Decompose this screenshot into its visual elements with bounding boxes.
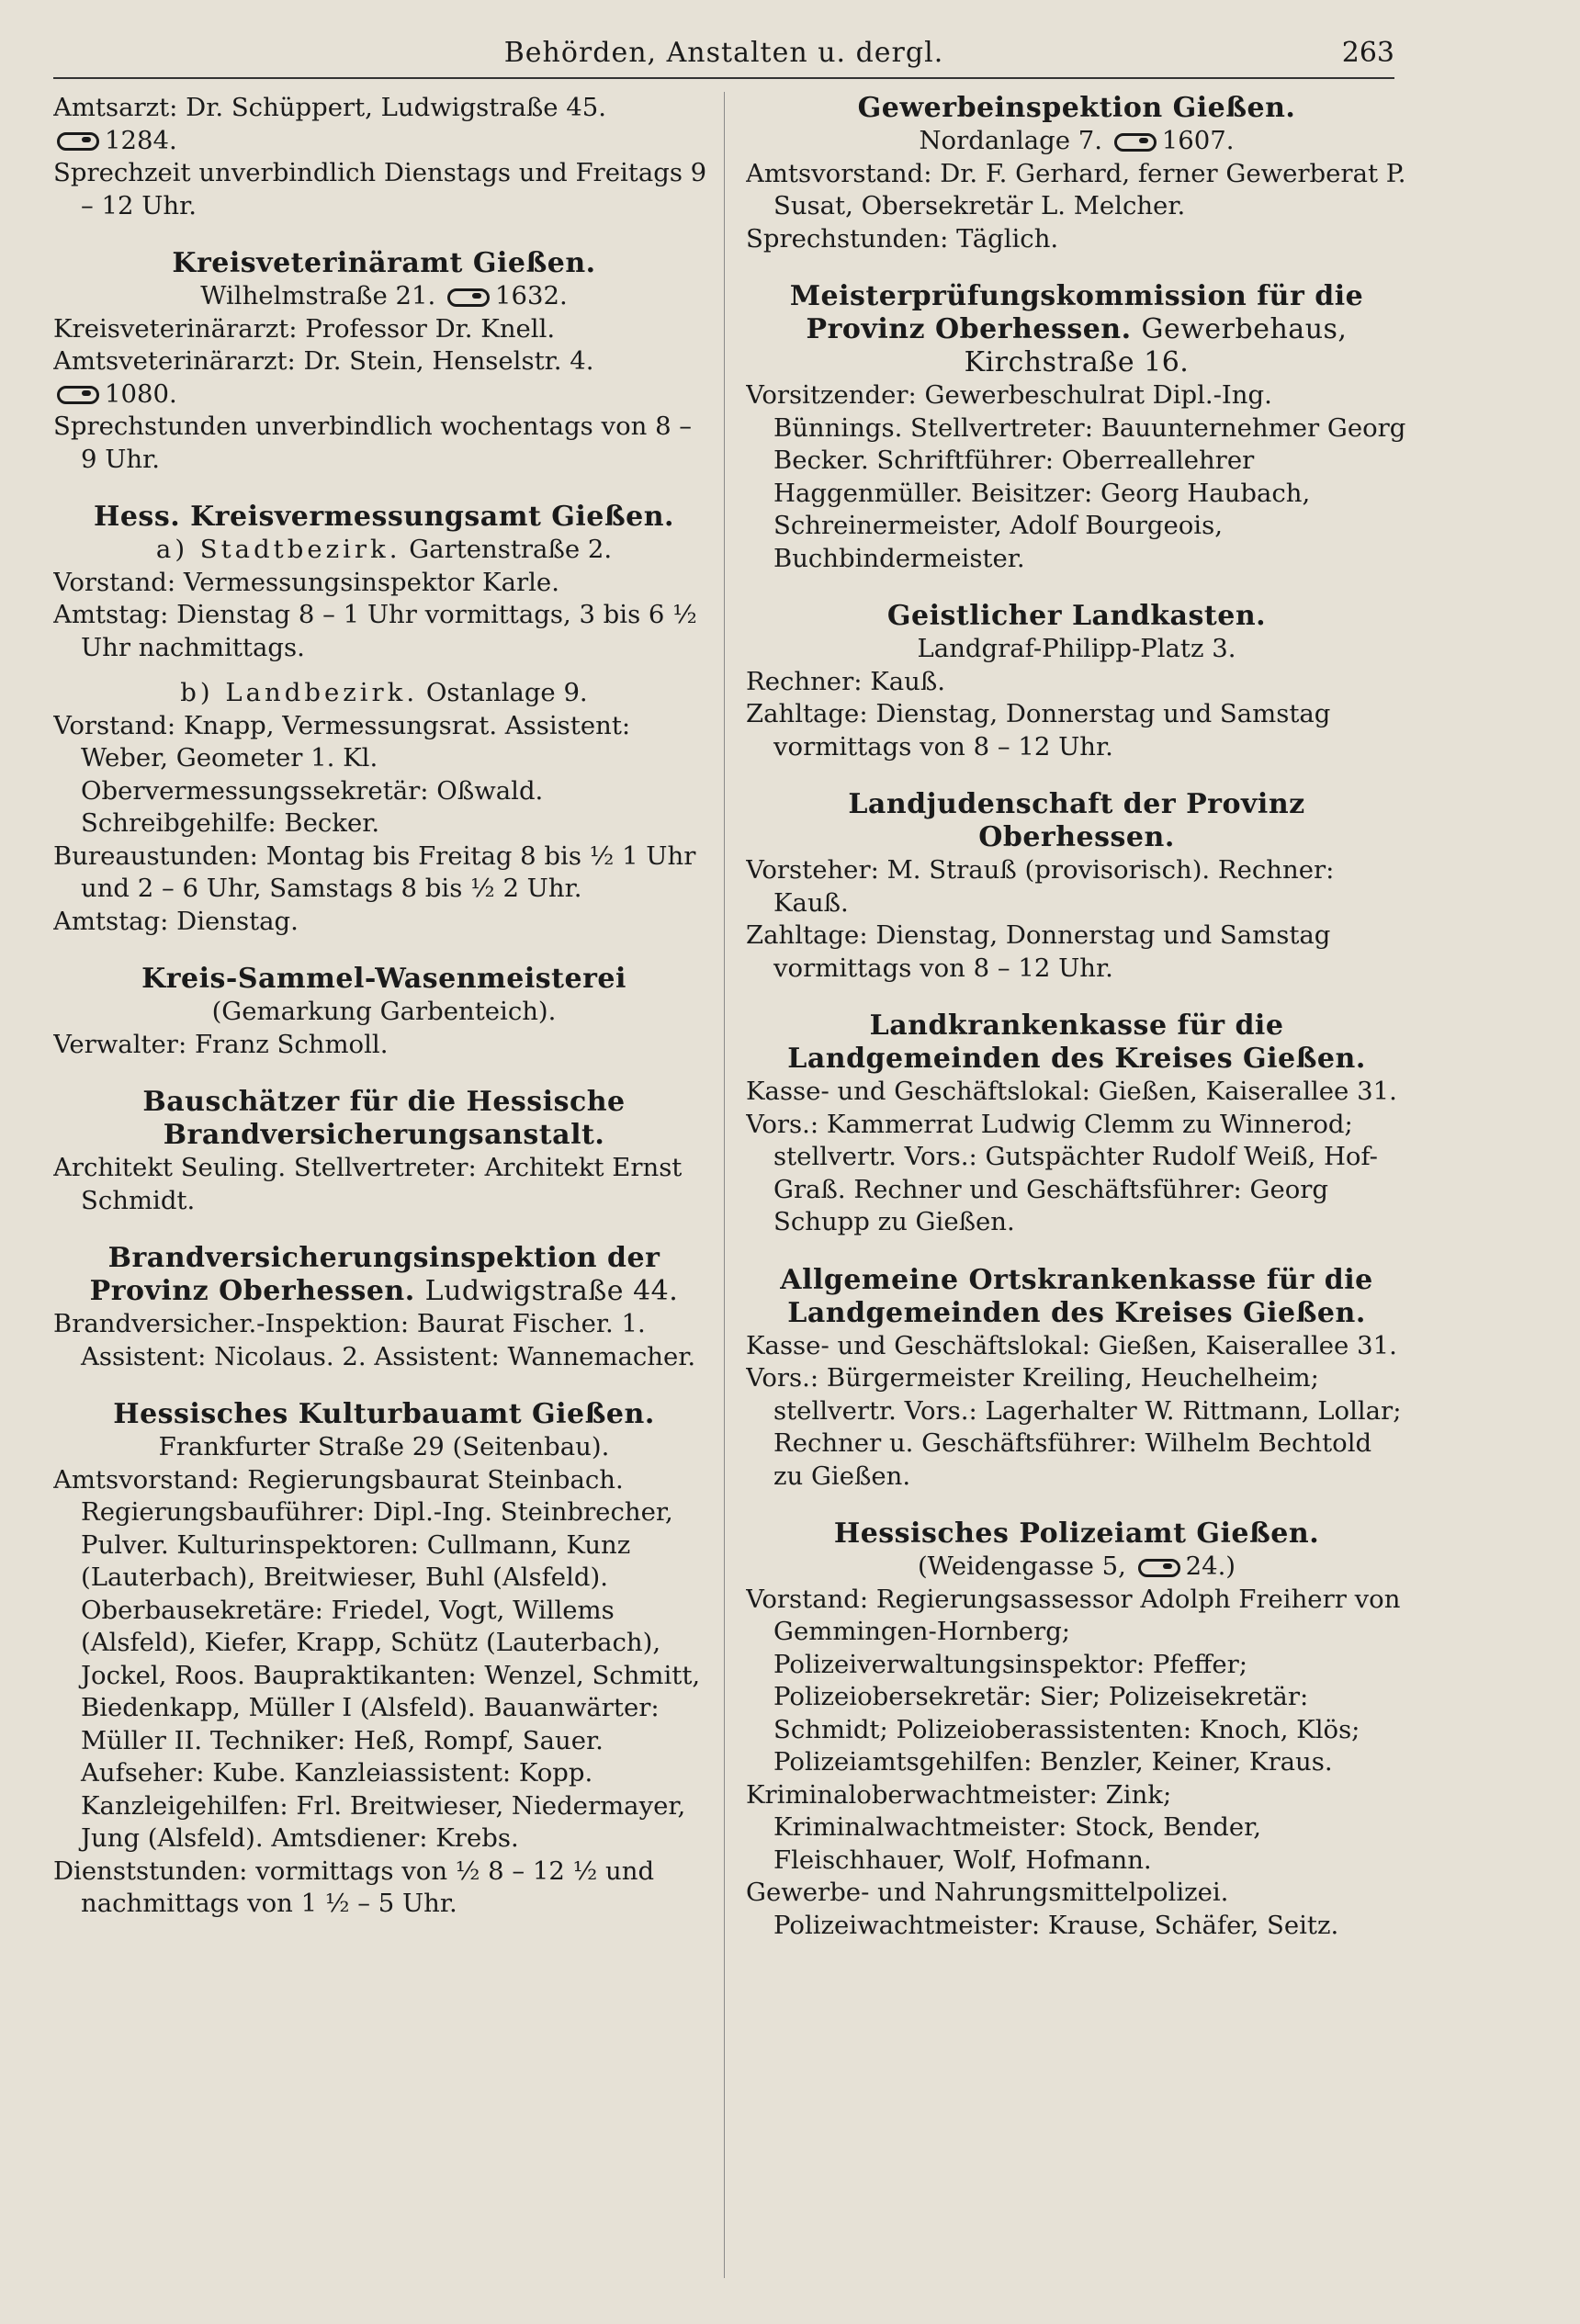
- phone-number: 1080.: [105, 378, 177, 409]
- section-kulturbauamt: [53, 1398, 715, 1921]
- entry-line: Brandversicher.-Inspektion: Baurat Fischer. 1. Assistent: Nicolaus. 2. Assistent: Wannemacher.: [53, 1309, 696, 1371]
- phone-number: 1607.: [1161, 126, 1235, 155]
- left-column: [53, 92, 715, 2296]
- telephone-icon: [57, 132, 99, 151]
- entry-line: Kreisveterinärarzt: Professor Dr. Knell.: [53, 313, 556, 344]
- subsection-a: [53, 534, 715, 567]
- section-landkrankenkasse: [746, 1010, 1407, 1239]
- section-address: [746, 125, 1407, 158]
- phone-number: 1632.: [495, 281, 568, 310]
- section-title: Bauschätzer für die Hessische Brandversicherungsanstalt.: [142, 1086, 626, 1151]
- section-subtitle: (Gemarkung Garbenteich).: [211, 997, 557, 1026]
- section-kreisvermessungsamt: [53, 501, 715, 938]
- section-title: Landjudenschaft der Provinz Oberhessen.: [848, 788, 1305, 853]
- section-title: [746, 280, 1407, 379]
- entry-line: Amtsvorstand: Regierungsbaurat Steinbach. Regierungsbauführer: Dipl.-Ing. Steinbrecher, Pulver. Kulturinspektoren: Cullmann, Kunz (Lauterbach), Breitwieser, Buhl (Alsfeld). Oberbausekretäre: Friedel, Vogt, Willems (Alsfeld), Kiefer, Krapp, Schütz (Lauterbach), Jockel, Roos. Baupraktikanten: Wenzel, Schmitt, Biedenkapp, Müller I (Alsfeld). Bauanwärter: Müller II. Techniker: Heß, Rompf, Sauer. Aufseher: Kube. Kanzleiassistent: Kopp. Kanzleigehilfen: Frl. Breitwieser, Niedermayer, Jung (Alsfeld). Amtsdiener: Krebs.: [53, 1464, 701, 1853]
- entry-line: Vorsteher: M. Strauß (provisorisch). Rechner: Kauß.: [746, 855, 1335, 918]
- section-polizeiamt: [746, 1517, 1407, 1942]
- section-title: Kreis-Sammel-Wasenmeisterei: [141, 963, 626, 995]
- entry-line: Kasse- und Geschäftslokal: Gießen, Kaiserallee 31.: [746, 1330, 1397, 1360]
- entry-line: Verwalter: Franz Schmoll.: [53, 1029, 389, 1059]
- section-subtitle: Landgraf-Philipp-Platz 3.: [917, 634, 1236, 663]
- right-column: [746, 92, 1407, 2296]
- section-amtsarzt: [53, 92, 715, 222]
- running-title: Behörden, Anstalten u. dergl.: [503, 37, 944, 69]
- section-brandversicherung: [53, 1242, 715, 1373]
- address-text: Gartenstraße 2.: [409, 535, 613, 564]
- address-text: Ostanlage 9.: [425, 678, 588, 707]
- entry-line: Vors.: Kammerrat Ludwig Clemm zu Winnerod; stellvertr. Vors.: Gutspächter Rudolf Weiß, Hof-Graß. Rechner und Geschäftsführer: Georg Schupp zu Gießen.: [746, 1109, 1378, 1236]
- address-text: Ludwigstraße 44.: [424, 1275, 679, 1307]
- section-landjudenschaft: [746, 788, 1407, 985]
- amtsarzt-hours: Sprechzeit unverbindlich Dienstags und Freitags 9 – 12 Uhr.: [53, 158, 707, 220]
- phone-number: 24.): [1185, 1551, 1236, 1581]
- running-head: [53, 31, 1394, 79]
- section-title: Kreisveterinäramt Gießen.: [172, 247, 596, 279]
- section-title: Hessisches Kulturbauamt Gießen.: [113, 1398, 655, 1430]
- section-title: Gewerbeinspektion Gießen.: [857, 92, 1296, 124]
- entry-line: Vorstand: Vermessungsinspektor Karle.: [53, 567, 559, 597]
- entry-line: Vorstand: Regierungsassessor Adolph Freiherr von Gemmingen-Hornberg; Polizeiverwaltungsinspektor: Pfeffer; Polizeiobersekretär: Sier; Polizeisekretär: Schmidt; Polizeioberassistenten: Knoch, Klös; Polizeiamtsgehilfen: Benzler, Keiner, Kraus.: [746, 1584, 1401, 1777]
- entry-line: Vorsitzender: Gewerbeschulrat Dipl.-Ing. Bünnings. Stellvertreter: Bauunternehmer Georg Becker. Schriftführer: Oberreallehrer Haggenmüller. Beisitzer: Georg Haubach, Schreinermeister, Adolf Bourgeois, Buchbindermeister.: [746, 380, 1406, 573]
- subsection-label: b) Landbezirk.: [180, 678, 419, 707]
- section-title: Landkrankenkasse für die Landgemeinden des Kreises Gießen.: [787, 1010, 1366, 1075]
- section-title: Geistlicher Landkasten.: [886, 600, 1267, 632]
- entry-line: Architekt Seuling. Stellvertreter: Architekt Ernst Schmidt.: [53, 1153, 683, 1215]
- section-meisterpruefung: [746, 280, 1407, 575]
- section-kreisveterinaeramt: [53, 247, 715, 476]
- page-number: 263: [1341, 37, 1394, 69]
- entry-line: Zahltage: Dienstag, Donnerstag und Samstag vormittags von 8 – 12 Uhr.: [746, 920, 1331, 983]
- address-text: Gewerbehaus, Kirchstraße 16.: [964, 313, 1348, 378]
- address-text: Nordanlage 7.: [919, 126, 1103, 155]
- entry-line: Dienststunden: vormittags von ½ 8 – 12 ½ und nachmittags von 1 ½ – 5 Uhr.: [53, 1856, 655, 1918]
- section-bauschaetzer: [53, 1086, 715, 1217]
- telephone-icon: [57, 386, 99, 404]
- entry-line: Kasse- und Geschäftslokal: Gießen, Kaiserallee 31.: [746, 1077, 1397, 1106]
- section-wasenmeisterei: [53, 963, 715, 1061]
- section-title: [53, 1242, 715, 1308]
- address-text: Wilhelmstraße 21.: [200, 281, 436, 310]
- section-landkasten: [746, 600, 1407, 763]
- telephone-icon: [447, 288, 490, 307]
- entry-line: Bureaustunden: Montag bis Freitag 8 bis ½ 1 Uhr und 2 – 6 Uhr, Samstags 8 bis ½ 2 Uhr.: [53, 840, 696, 903]
- entry-line: Vors.: Bürgermeister Kreiling, Heuchelheim; stellvertr. Vors.: Lagerhalter W. Rittmann, Lollar; Rechner u. Geschäftsführer: Wilhelm Bechtold zu Gießen.: [746, 1363, 1402, 1491]
- section-subtitle: [746, 1551, 1407, 1584]
- entry-line: Amtsvorstand: Dr. F. Gerhard, ferner Gewerberat P. Susat, Obersekretär L. Melcher.: [746, 158, 1406, 220]
- entry-line: Sprechstunden: Täglich.: [746, 223, 1059, 254]
- entry-line: Amtstag: Dienstag 8 – 1 Uhr vormittags, 3 bis 6 ½ Uhr nachmittags.: [53, 600, 697, 662]
- entry-phone: [53, 378, 715, 412]
- amtsarzt-line: Amtsarzt: Dr. Schüppert, Ludwigstraße 45.: [53, 93, 607, 122]
- section-title: Hessisches Polizeiamt Gießen.: [833, 1517, 1320, 1550]
- entry-line: Sprechstunden unverbindlich wochentags von 8 – 9 Uhr.: [53, 412, 693, 474]
- title-text: Meisterprüfungskommission für die Provinz Oberhessen.: [789, 280, 1364, 345]
- section-ortskrankenkasse: [746, 1264, 1407, 1494]
- subsection-label: a) Stadtbezirk.: [155, 535, 401, 564]
- entry-line: Gewerbe- und Nahrungsmittelpolizei. Polizeiwachtmeister: Krause, Schäfer, Seitz.: [746, 1878, 1339, 1940]
- section-address: [53, 280, 715, 313]
- section-subtitle: Frankfurter Straße 29 (Seitenbau).: [158, 1432, 610, 1461]
- entry-line: Amtstag: Dienstag.: [53, 906, 299, 936]
- entry-line: Rechner: Kauß.: [746, 666, 945, 696]
- title-text: Brandversicherungsinspektion der Provinz Oberhessen.: [89, 1242, 660, 1307]
- address-text: (Weidengasse 5,: [917, 1551, 1126, 1581]
- section-gewerbeinspektion: [746, 92, 1407, 255]
- section-title: Allgemeine Ortskrankenkasse für die Landgemeinden des Kreises Gießen.: [780, 1263, 1373, 1329]
- subsection-b: [53, 677, 715, 710]
- entry-line: Amtsveterinärarzt: Dr. Stein, Henselstr. 4.: [53, 346, 594, 376]
- section-title: Hess. Kreisvermessungsamt Gießen.: [94, 501, 674, 533]
- amtsarzt-phone: [53, 125, 715, 158]
- entry-line: Kriminaloberwachtmeister: Zink; Kriminalwachtmeister: Stock, Bender, Fleischhauer, Wolf, Hofmann.: [746, 1779, 1262, 1875]
- phone-number: 1284.: [105, 125, 177, 155]
- entry-line: Vorstand: Knapp, Vermessungsrat. Assistent: Weber, Geometer 1. Kl. Obervermessungssekretär: Oßwald. Schreibgehilfe: Becker.: [53, 710, 631, 838]
- telephone-icon: [1138, 1559, 1180, 1577]
- entry-line: Zahltage: Dienstag, Donnerstag und Samstag vormittags von 8 – 12 Uhr.: [746, 699, 1331, 762]
- telephone-icon: [1114, 133, 1157, 152]
- column-divider: [724, 92, 725, 2278]
